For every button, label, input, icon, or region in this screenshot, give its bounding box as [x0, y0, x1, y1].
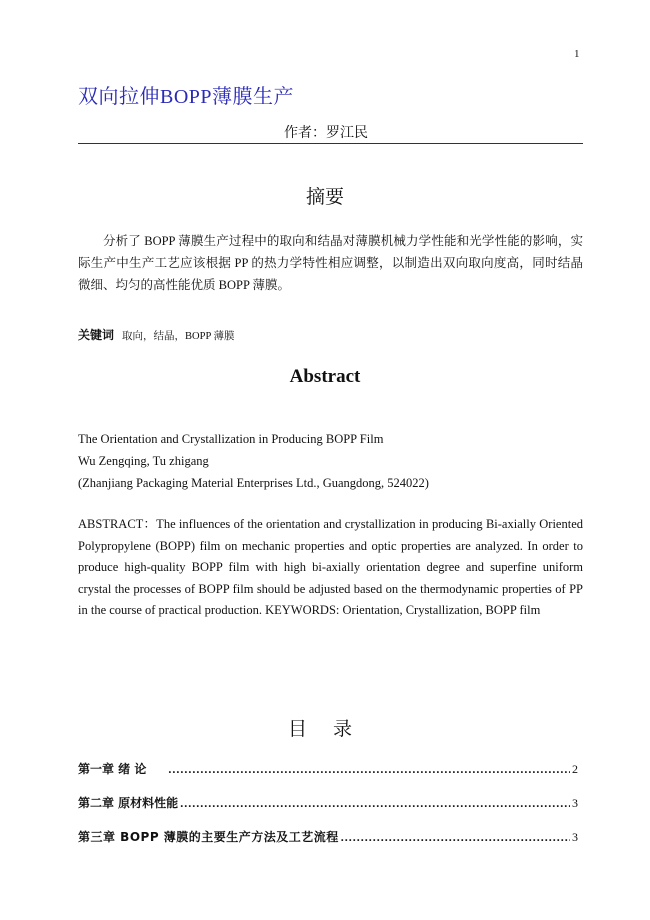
paper-authors: Wu Zengqing, Tu zhigang — [78, 454, 209, 468]
toc-entry-page: 2 — [572, 762, 578, 776]
abstract-cn-body: 分析了 BOPP 薄膜生产过程中的取向和结晶对薄膜机械力学性能和光学性能的影响，实际生产中生产工艺应该根据 PP 的热力学特性相应调整，以制造出双向取向度高，同时结晶微细、均匀的高性能优质 BOPP 薄膜。 — [78, 234, 583, 292]
page-number: 1 — [574, 48, 580, 60]
keywords-value: 取向，结晶，BOPP 薄膜 — [122, 331, 235, 342]
author-line: 作者：罗江民 — [284, 125, 368, 141]
abstract-en-heading: Abstract — [289, 366, 361, 387]
toc-leader-dots — [341, 830, 570, 845]
abstract-en-body: ABSTRACT：The influences of the orientation and crystallization in producing Bi-axially Oriented Polypropylene (BOPP) film on mechanic properties and optic properties are analyzed. In order to produce high-quality BOPP film with high bi-axially orientation degree and superfine uniform crystal the processes of BOPP film should be adjusted based on the thermodynamic properties of PP in the course of practical production. KEYWORDS: Orientation, Crystallization, BOPP film — [78, 517, 583, 617]
keywords-cn — [78, 326, 235, 343]
table-of-contents — [78, 760, 578, 862]
paper-title-en: The Orientation and Crystallization in Producing BOPP Film — [78, 432, 384, 446]
abstract-cn-heading: 摘要 — [305, 186, 344, 208]
toc-heading: 目 录 — [287, 718, 363, 740]
paper-affiliation: (Zhanjiang Packaging Material Enterprises Ltd., Guangdong, 524022) — [78, 476, 429, 490]
author-divider — [78, 143, 583, 144]
paper-reference — [78, 428, 583, 494]
keywords-label: 关键词 — [78, 328, 115, 342]
toc-entry-page: 3 — [572, 796, 578, 810]
toc-entry-title: 第一章 绪 论 — [78, 762, 147, 776]
toc-leader-dots — [168, 762, 570, 777]
toc-entry[interactable] — [78, 794, 578, 828]
toc-entry-title: 第二章 原材料性能 — [78, 796, 179, 810]
toc-entry[interactable] — [78, 828, 578, 862]
toc-entry-page: 3 — [572, 830, 578, 844]
toc-entry[interactable] — [78, 760, 578, 794]
document-title: 双向拉伸BOPP薄膜生产 — [78, 86, 295, 108]
toc-leader-dots — [180, 796, 570, 811]
toc-entry-title: 第三章 BOPP 薄膜的主要生产方法及工艺流程 — [78, 830, 339, 844]
